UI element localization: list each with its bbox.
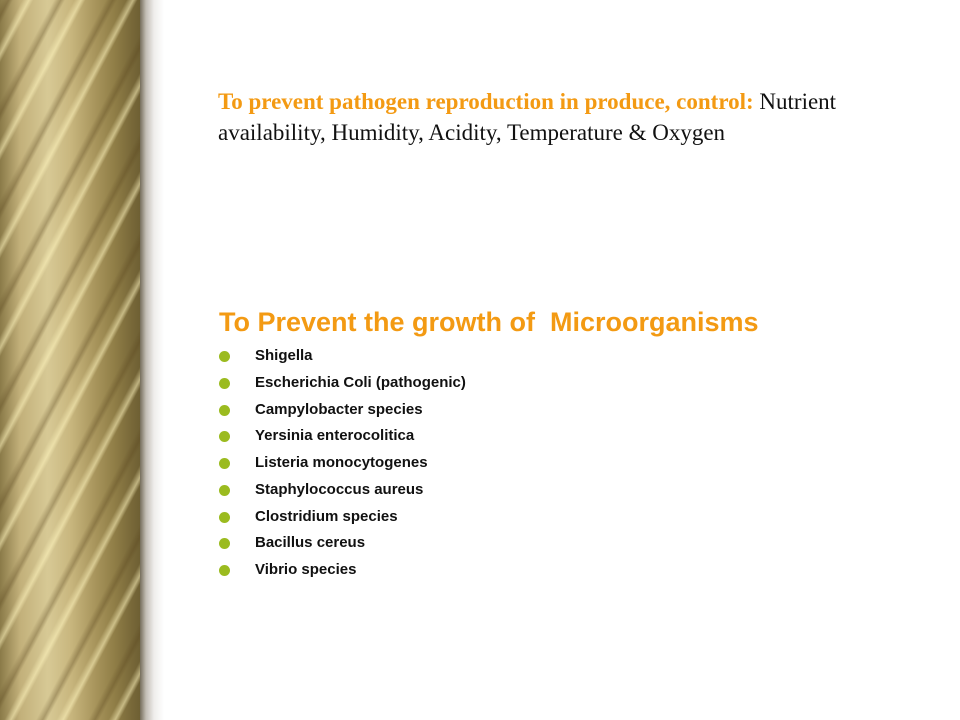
slide-title-lead: To prevent pathogen reproduction in produce, control:: [218, 89, 754, 114]
list-item: [219, 397, 466, 424]
decorative-panel-shadow: [140, 0, 164, 720]
list-item-label: Bacillus cereus: [255, 534, 366, 552]
slide-title: [218, 86, 898, 148]
list-item: [219, 557, 466, 584]
list-item: [219, 450, 466, 477]
bullet-icon: [219, 431, 230, 442]
decorative-left-panel: [0, 0, 140, 720]
bullet-icon: [219, 538, 230, 549]
bullet-icon: [219, 565, 230, 576]
list-item-label: Listeria monocytogenes: [255, 454, 428, 471]
list-item-label: Yersinia enterocolitica: [255, 427, 415, 445]
bullet-icon: [219, 485, 230, 496]
bullet-icon: [219, 351, 230, 362]
list-item: [219, 504, 466, 531]
bullet-icon: [219, 458, 230, 469]
list-item-label: Escherichia Coli (pathogenic): [255, 373, 466, 391]
slide-title-rest: Nutrient availability, Humidity, Acidity, Temperature & Oxygen: [218, 89, 837, 145]
bullet-icon: [219, 512, 230, 523]
bullet-icon: [219, 378, 230, 389]
bullet-icon: [219, 405, 230, 416]
list-item: [219, 477, 466, 504]
list-item-label: Clostridium species: [255, 507, 398, 525]
microorganism-list: [219, 343, 466, 584]
list-item: [219, 530, 466, 557]
list-item-label: Campylobacter species: [255, 400, 423, 418]
list-item-label: Staphylococcus aureus: [255, 480, 424, 498]
list-item: [219, 370, 466, 397]
list-item-label: Shigella: [255, 347, 313, 364]
list-item: [219, 343, 466, 370]
list-item: [219, 423, 466, 450]
list-item-label: Vibrio species: [255, 561, 357, 578]
section-heading: To Prevent the growth of Microorganisms: [219, 307, 759, 337]
